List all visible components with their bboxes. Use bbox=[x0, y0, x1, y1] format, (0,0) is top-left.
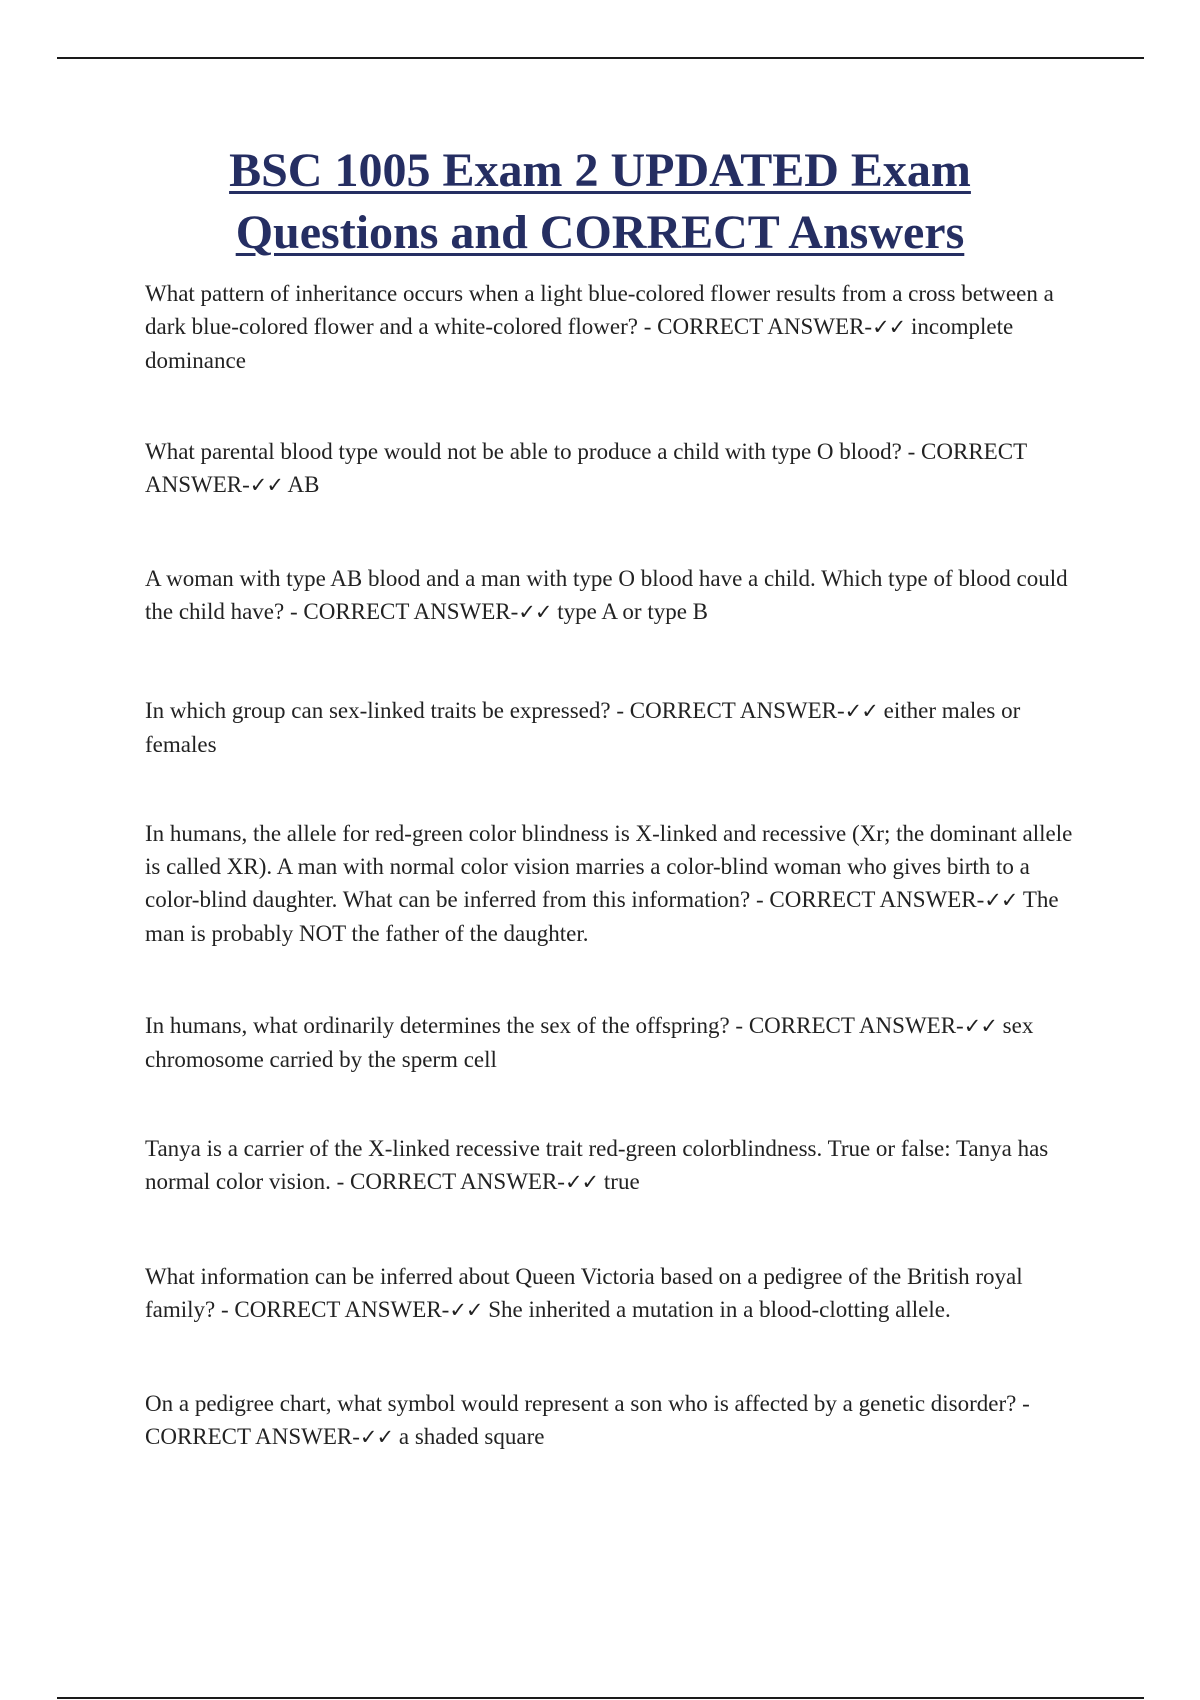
double-check-icon: ✓✓ bbox=[359, 1425, 394, 1449]
double-check-icon: ✓✓ bbox=[984, 888, 1018, 912]
question-text: In humans, what ordinarily determines the sex of the offspring? - bbox=[145, 1013, 749, 1038]
answer-text: The man is probably NOT the father of the daughter. bbox=[145, 887, 1059, 946]
answer-label: CORRECT ANSWER- bbox=[769, 887, 985, 912]
question-text: On a pedigree chart, what symbol would represent a son who is affected by a genetic disorder? - bbox=[145, 1391, 1030, 1416]
qa-item bbox=[145, 1009, 1075, 1076]
answer-label: CORRECT ANSWER- bbox=[657, 314, 873, 339]
qa-item bbox=[145, 562, 1075, 629]
question-text: What information can be inferred about Queen Victoria based on a pedigree of the British royal family? - bbox=[145, 1264, 1023, 1322]
answer-label: CORRECT ANSWER- bbox=[629, 698, 845, 723]
answer-label: CORRECT ANSWER- bbox=[303, 599, 519, 624]
question-text: In which group can sex-linked traits be expressed? - bbox=[145, 698, 630, 723]
qa-item bbox=[145, 1132, 1075, 1199]
answer-label: CORRECT ANSWER- bbox=[145, 1424, 360, 1449]
page-title bbox=[100, 140, 1100, 264]
question-text: What pattern of inheritance occurs when a light blue-colored flower results from a cross between a dark blue-colored flower and a white-colored flower? - bbox=[145, 281, 1054, 339]
double-check-icon: ✓✓ bbox=[564, 1170, 599, 1194]
qa-item bbox=[145, 694, 1075, 761]
double-check-icon: ✓✓ bbox=[963, 1014, 997, 1038]
answer-text: sex chromosome carried by the sperm cell bbox=[145, 1013, 1034, 1072]
double-check-icon: ✓✓ bbox=[518, 600, 552, 624]
qa-item bbox=[145, 1260, 1075, 1327]
answer-label: CORRECT ANSWER- bbox=[748, 1013, 964, 1038]
question-text: What parental blood type would not be able to produce a child with type O blood? - bbox=[145, 439, 922, 464]
answer-text: She inherited a mutation in a blood-clotting allele. bbox=[482, 1297, 951, 1322]
title-line-2: Questions and CORRECT Answers bbox=[235, 206, 965, 259]
title-line-1: BSC 1005 Exam 2 UPDATED Exam bbox=[229, 144, 971, 197]
answer-text: AB bbox=[282, 472, 320, 497]
qa-item bbox=[145, 817, 1075, 950]
answer-text: type A or type B bbox=[551, 599, 709, 624]
question-text: Tanya is a carrier of the X-linked recessive trait red-green colorblindness. True or false: Tanya has normal color vision. - bbox=[145, 1136, 1049, 1194]
qa-item bbox=[145, 1387, 1075, 1454]
footer-rule bbox=[57, 1697, 1144, 1699]
answer-text: incomplete dominance bbox=[145, 314, 1014, 373]
qa-item bbox=[145, 435, 1075, 502]
double-check-icon: ✓✓ bbox=[872, 315, 906, 339]
question-text: In humans, the allele for red-green color blindness is X-linked and recessive (Xr; the dominant allele is called XR). A man with normal color vision marries a color-blind woman who gives birth to a color-blind daughter. What can be inferred from this information? - bbox=[145, 821, 1073, 912]
double-check-icon: ✓✓ bbox=[449, 1298, 483, 1322]
answer-label: CORRECT ANSWER- bbox=[145, 439, 1027, 497]
answer-text: a shaded square bbox=[393, 1424, 545, 1449]
answer-text: true bbox=[598, 1169, 640, 1194]
double-check-icon: ✓✓ bbox=[844, 699, 878, 723]
header-rule bbox=[57, 57, 1144, 59]
answer-text: either males or females bbox=[145, 698, 1021, 757]
answer-label: CORRECT ANSWER- bbox=[234, 1297, 450, 1322]
answer-label: CORRECT ANSWER- bbox=[350, 1169, 565, 1194]
qa-item bbox=[145, 277, 1075, 377]
double-check-icon: ✓✓ bbox=[249, 473, 283, 497]
question-text: A woman with type AB blood and a man with type O blood have a child. Which type of blood could the child have? - bbox=[145, 566, 1068, 624]
